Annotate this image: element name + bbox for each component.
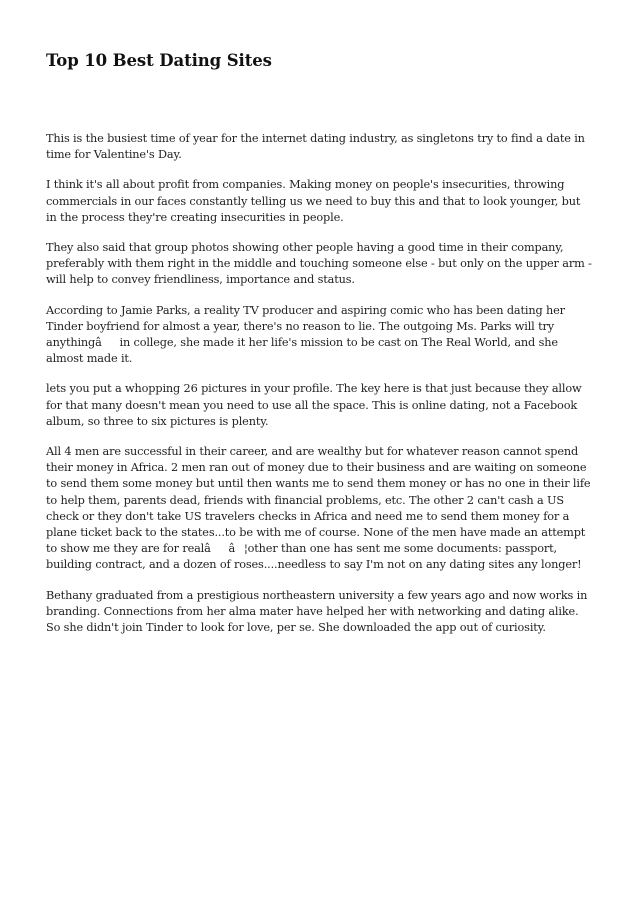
paragraph-africa-men: All 4 men are successful in their career, and are wealthy but for whatever reason cannot spend their money in Africa. 2 men ran out of money due to their business and are waiting on someone to send them some money but until then wants me to send them money or has no one in their life to help them, parents dead, friends with financial problems, etc. The other 2 can't cash a US check or they don't take US travelers checks in Africa and need me to send them money for a plane ticket back to the states...to be with me of course. None of the men have made an attempt to show me they are for realââ¦other than one has sent me some documents: passport, building contract, and a dozen of roses....needless to say I'm not on any dating sites any longer! [46, 445, 591, 572]
paragraph-valentines-intro: This is the busiest time of year for the internet dating industry, as singletons try to find a date in time for Valentine's Day. [46, 132, 585, 162]
paragraph-profile-pictures: lets you put a whopping 26 pictures in your profile. The key here is that just because they allow for that many doesn't mean you need to use all the space. This is online dating, not a Facebook album, so three to six pictures is plenty. [46, 382, 582, 428]
paragraph-group-photos: They also said that group photos showing other people having a good time in their company, preferably with them right in the middle and touching someone else - but only on the upper arm - will help to convey friendliness, importance and status. [46, 241, 592, 287]
paragraph-profit-opinion: I think it's all about profit from companies. Making money on people's insecurities, throwing commercials in our faces constantly telling us we need to buy this and that to look younger, but in the process they're creating insecurities in people. [46, 178, 581, 224]
document-body [46, 131, 592, 650]
document-title: Top 10 Best Dating Sites [46, 51, 272, 70]
paragraph-bethany: Bethany graduated from a prestigious northeastern university a few years ago and now works in branding. Connections from her alma mater have helped her with networking and dating alike. So she didn't join Tinder to look for love, per se. She downloaded the app out of curiosity. [46, 588, 588, 635]
paragraph-jamie-parks: According to Jamie Parks, a reality TV producer and aspiring comic who has been dating her Tinder boyfriend for almost a year, there's no reason to lie. The outgoing Ms. Parks will try anythingâin college, she made it her life's mission to be cast on The Real World, and she almost made it. [46, 303, 565, 366]
